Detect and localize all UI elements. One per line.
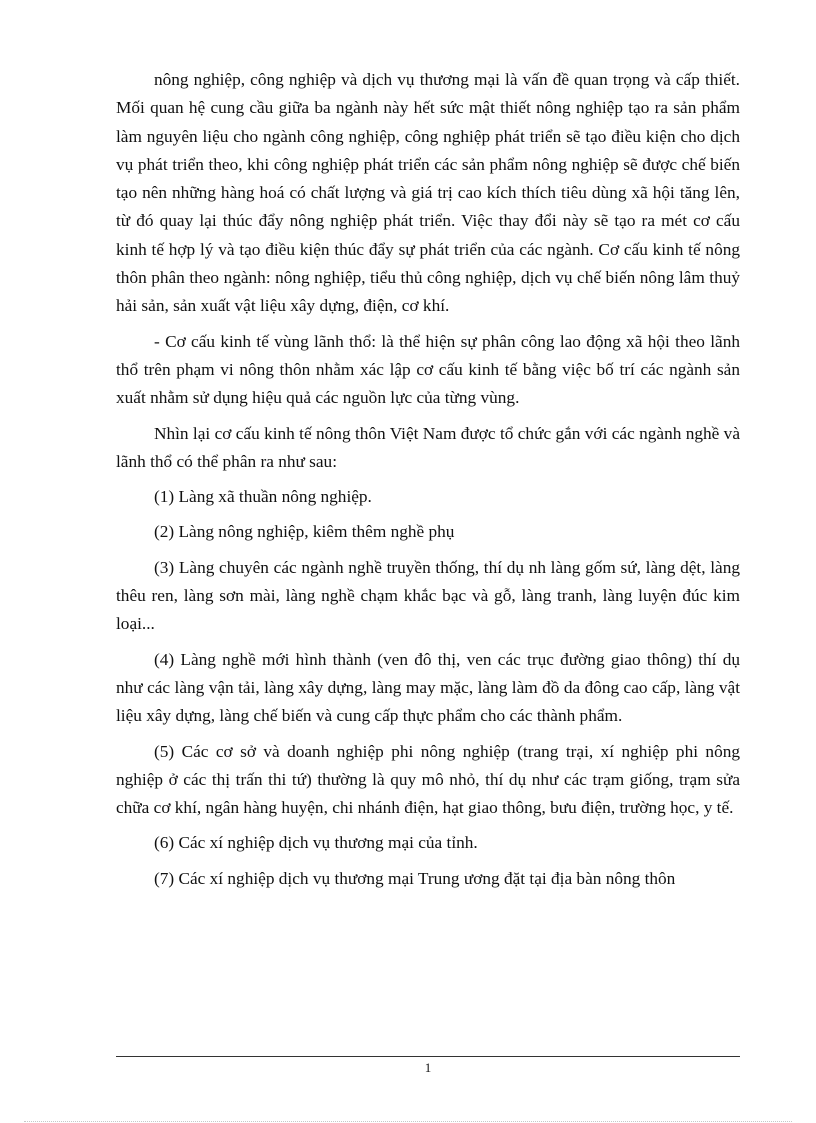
page-body xyxy=(116,66,740,893)
list-item-1: (1) Làng xã thuần nông nghiệp. xyxy=(154,487,372,507)
list-item-7: (7) Các xí nghiệp dịch vụ thương mại Trung ương đặt tại địa bàn nông thôn xyxy=(154,868,676,888)
list-item-5: (5) Các cơ sở và doanh nghiệp phi nông nghiệp (trang trại, xí nghiệp phi nông nghiệp ở các thị trấn thi tứ) thường là quy mô nhỏ, thí dụ như các trạm giống, trạm sửa chữa cơ khí, ngân hàng huyện, chi nhánh điện, hạt giao thông, bưu điện, trường học, y tế. xyxy=(116,741,740,818)
paragraph-territorial-structure: - Cơ cấu kinh tế vùng lãnh thổ: là thể hiện sự phân công lao động xã hội theo lãnh thổ trên phạm vi nông thôn nhằm xác lập cơ cấu kinh tế bằng việc bố trí các ngành sản xuất nhằm sử dụng hiệu quả các nguồn lực của từng vùng. xyxy=(116,331,740,408)
list-item-3: (3) Làng chuyên các ngành nghề truyền thống, thí dụ nh làng gốm sứ, làng dệt, làng thêu ren, làng sơn mài, làng nghề chạm khắc bạc và gỗ, làng tranh, làng luyện đúc kim loại... xyxy=(116,557,740,634)
page-bottom-edge xyxy=(24,1121,792,1122)
paragraph-sector-structure: nông nghiệp, công nghiệp và dịch vụ thương mại là vấn đề quan trọng và cấp thiết. Mối quan hệ cung cầu giữa ba ngành này hết sức mật thiết nông nghiệp tạo ra sản phẩm làm nguyên liệu cho ngành công nghiệp, công nghiệp phát triển sẽ tạo điều kiện cho dịch vụ phát triển theo, khi công nghiệp phát triển các sản phẩm nông nghiệp sẽ được chế biến tạo nên những hàng hoá có chất lượng và giá trị cao kích thích tiêu dùng xã hội tăng lên, từ đó quay lại thúc đẩy nông nghiệp phát triển. Việc thay đổi này sẽ tạo ra mét cơ cấu kinh tế hợp lý và tạo điều kiện thúc đẩy sự phát triển của các ngành. Cơ cấu kinh tế nông thôn phân theo ngành: nông nghiệp, tiểu thủ công nghiệp, dịch vụ chế biến nông lâm thuỷ hải sản, sản xuất vật liệu xây dựng, điện, cơ khí. xyxy=(116,70,740,316)
list-item-4: (4) Làng nghề mới hình thành (ven đô thị, ven các trục đường giao thông) thí dụ như các làng vận tải, làng xây dựng, làng may mặc, làng làm đồ da đông cao cấp, làng vật liệu xây dựng, làng chế biến và cung cấp thực phẩm cho các thành phẩm. xyxy=(116,649,740,726)
list-item-6: (6) Các xí nghiệp dịch vụ thương mại của tỉnh. xyxy=(154,833,478,853)
footer-divider xyxy=(116,1056,740,1057)
list-item-2: (2) Làng nông nghiệp, kiêm thêm nghề phụ xyxy=(154,522,455,542)
page-number: 1 xyxy=(424,1060,432,1075)
paragraph-overview: Nhìn lại cơ cấu kinh tế nông thôn Việt Nam được tổ chức gắn với các ngành nghề và lãnh thổ có thể phân ra như sau: xyxy=(116,423,740,471)
